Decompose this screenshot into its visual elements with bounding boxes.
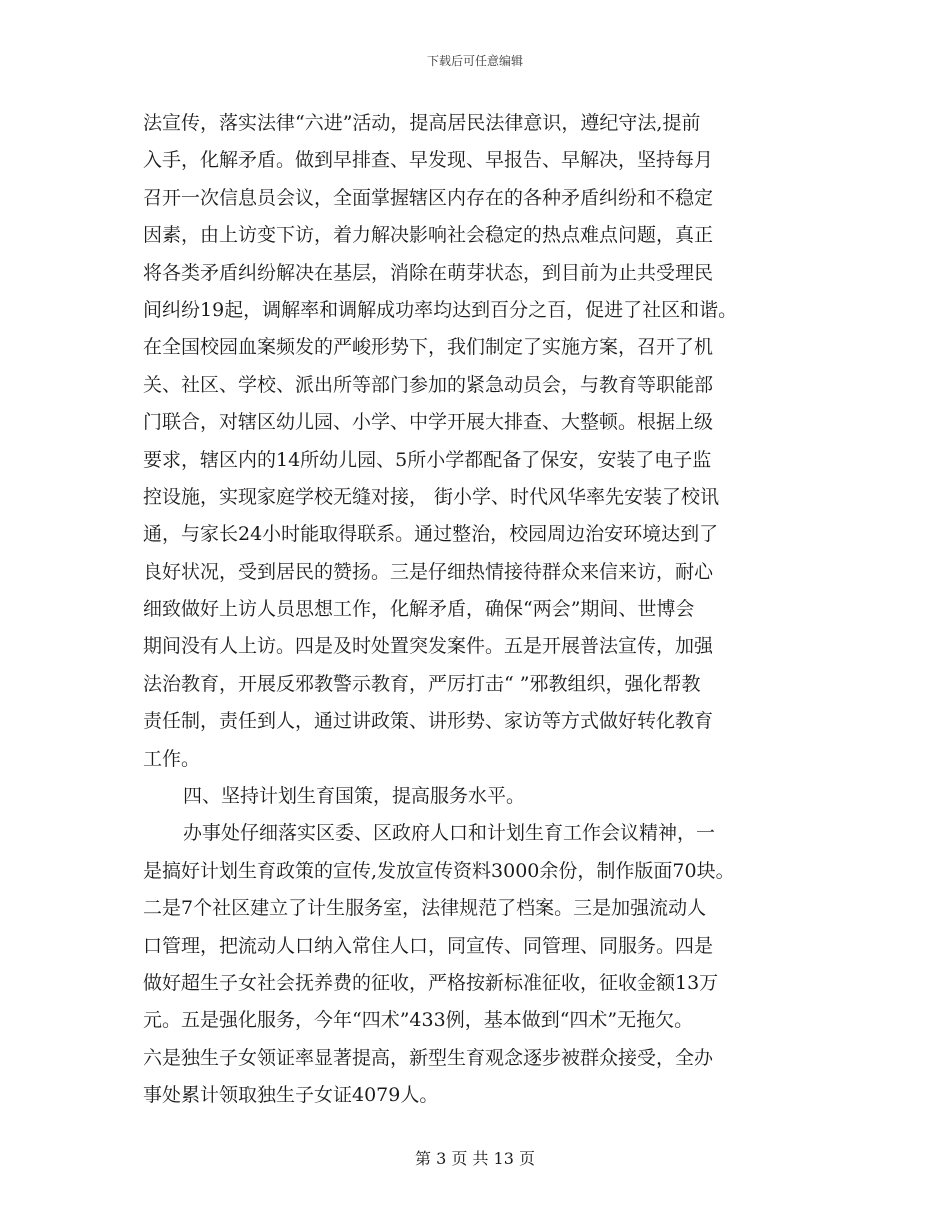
body-line: 通，与家长24小时能取得联系。通过整治，校园周边治安环境达到了 (143, 523, 719, 546)
body-line: 将各类矛盾纠纷解决在基层，消除在萌芽状态，到目前为止共受理民 (143, 261, 714, 284)
body-line: 责任制，责任到人，通过讲政策、讲形势、家访等方式做好转化教育 (143, 710, 714, 733)
body-line: 间纠纷19起，调解率和调解成功率均达到百分之百，促进了社区和谐。 (143, 298, 738, 321)
body-line: 良好状况，受到居民的赞扬。三是仔细热情接待群众来信来访，耐心 (143, 560, 714, 583)
page-header: 下载后可任意编辑 (426, 54, 523, 68)
body-line: 要求，辖区内的14所幼儿园、5所小学都配备了保安，安装了电子监 (143, 448, 712, 471)
body-line: 在全国校园血案频发的严峻形势下，我们制定了实施方案，召开了机 (143, 336, 714, 359)
body-line: 法宣传，落实法律“六进”活动，提高居民法律意识，遵纪守法,提前 (143, 112, 701, 134)
body-line: 做好超生子女社会抚养费的征收，严格按新标准征收，征收金额13万 (143, 971, 719, 994)
body-line: 入手，化解矛盾。做到早排查、早发现、早报告、早解决，坚持每月 (143, 149, 714, 172)
body-line: 门联合，对辖区幼儿园、小学、中学开展大排查、大整顿。根据上级 (143, 411, 714, 434)
section-heading: 四、坚持计划生育国策，提高服务水平。 (183, 785, 526, 808)
body-line: 关、社区、学校、派出所等部门参加的紧急动员会，与教育等职能部 (143, 373, 714, 396)
body-line: 事处累计领取独生子女证4079人。 (143, 1084, 439, 1107)
body-line: 法治教育，开展反邪教警示教育，严厉打击“ ”邪教组织，强化帮教 (143, 672, 701, 695)
body-line: 控设施，实现家庭学校无缝对接， 街小学、时代风华率先安装了校讯 (143, 485, 720, 508)
body-line: 工作。 (143, 747, 201, 770)
body-line: 六是独生子女领证率显著提高，新型生育观念逐步被群众接受，全办 (143, 1046, 714, 1069)
body-line: 口管理，把流动人口纳入常住人口，同宣传、同管理、同服务。四是 (143, 934, 714, 957)
body-line: 因素，由上访变下访，着力解决影响社会稳定的热点难点问题，真正 (143, 224, 714, 247)
body-line: 是搞好计划生育政策的宣传,发放宣传资料3000余份，制作版面70块。 (143, 859, 735, 882)
document-body (143, 105, 823, 1115)
body-line: 二是7个社区建立了计生服务室，法律规范了档案。三是加强流动人 (143, 897, 707, 920)
body-line: 细致做好上访人员思想工作，化解矛盾，确保“两会”期间、世博会 (143, 598, 695, 621)
page-number-footer: 第 3 页 共 13 页 (415, 1149, 535, 1168)
body-line: 召开一次信息员会议，全面掌握辖区内存在的各种矛盾纠纷和不稳定 (143, 186, 714, 209)
body-line: 元。五是强化服务，今年“四术”433例，基本做到“四术”无拖欠。 (143, 1009, 694, 1032)
body-line: 期间没有人上访。四是及时处置突发案件。五是开展普法宣传，加强 (143, 635, 714, 658)
body-line: 办事处仔细落实区委、区政府人口和计划生育工作会议精神，一 (183, 822, 716, 845)
